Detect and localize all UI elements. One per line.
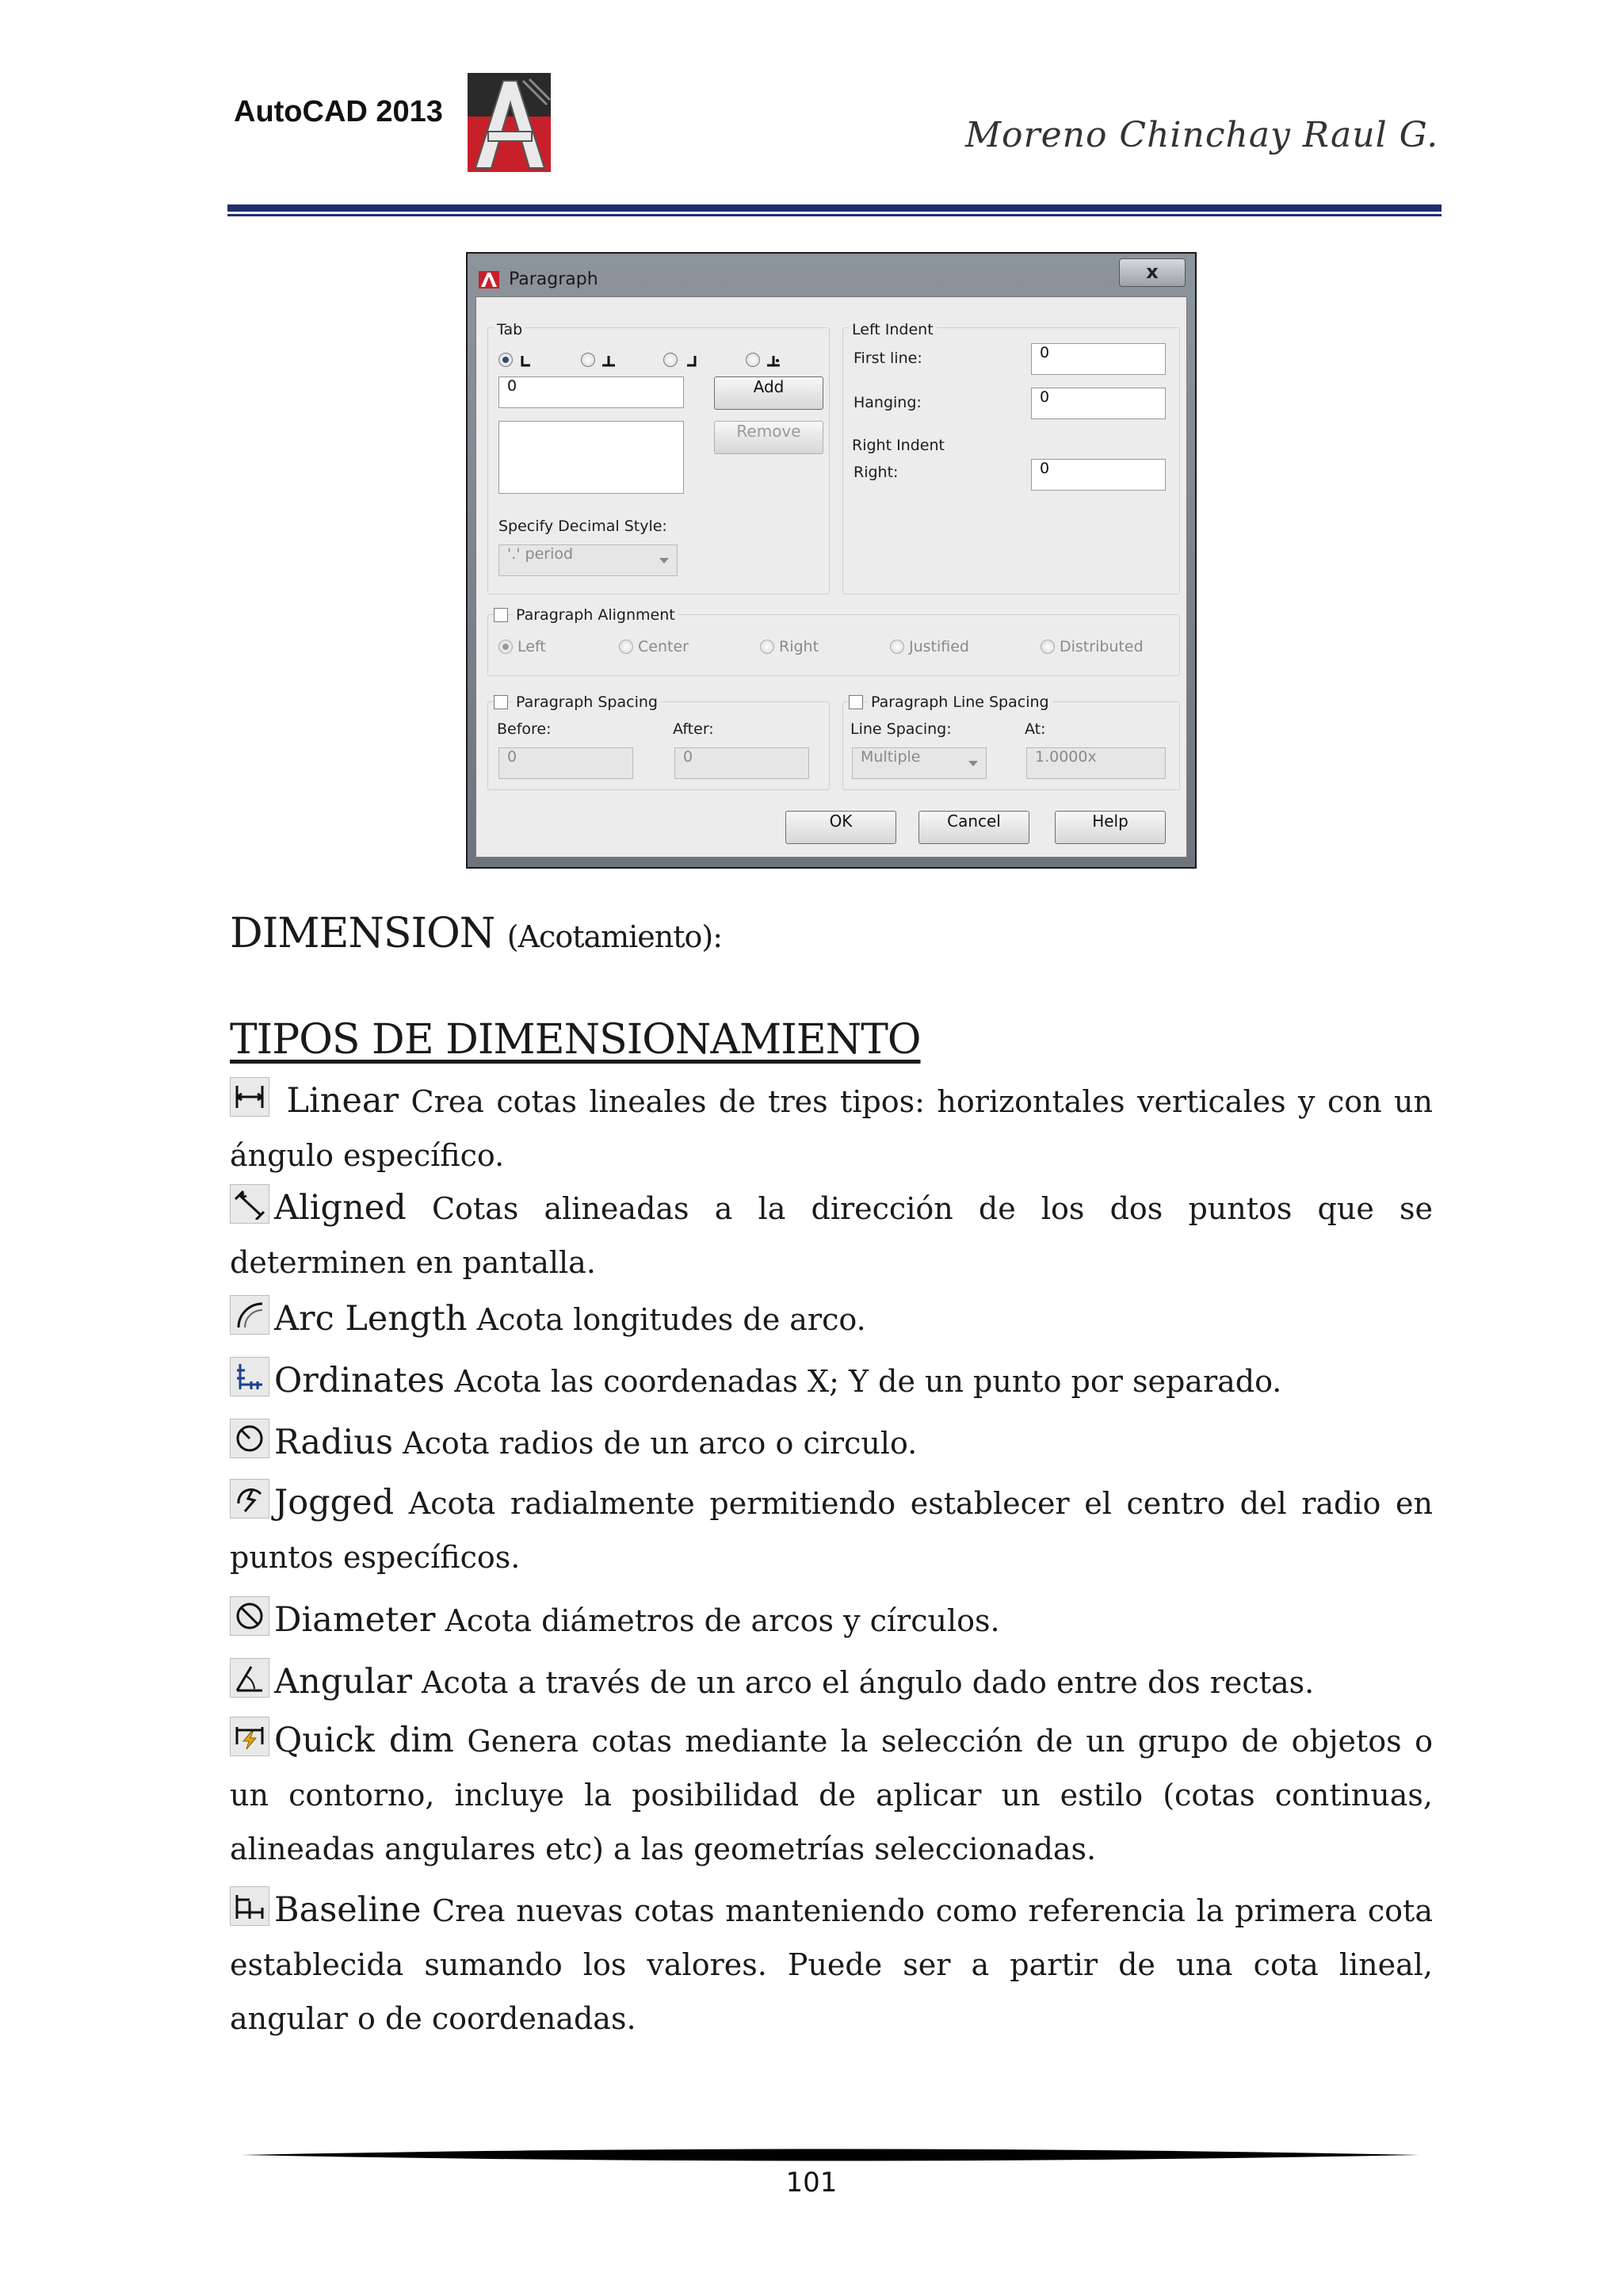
paragraph-dialog: [466, 252, 1197, 869]
line-spacing-group-label: Paragraph Line Spacing: [868, 693, 1052, 711]
header-product-title: AutoCAD 2013: [234, 95, 443, 128]
close-button[interactable]: x: [1119, 258, 1186, 287]
header-rule: [227, 204, 1442, 212]
align-right-label: Right: [779, 638, 819, 655]
line-spacing-label: Line Spacing:: [850, 720, 952, 738]
ok-button[interactable]: OK: [785, 811, 896, 844]
chevron-down-icon: [659, 558, 669, 563]
entry-text: Acota diámetros de arcos y círculos.: [445, 1603, 1000, 1638]
ordinate-icon: [230, 1357, 269, 1396]
entry-term: Radius: [274, 1423, 394, 1462]
linear-dimension-icon: [230, 1077, 269, 1117]
align-distributed-radio[interactable]: [1041, 640, 1055, 654]
align-center-radio[interactable]: [619, 640, 633, 654]
tab-decimal-icon: [765, 354, 782, 369]
entry-text: Acota radios de un arco o circulo.: [403, 1426, 918, 1461]
entry-term: Diameter: [274, 1600, 436, 1640]
entry-text: Genera cotas mediante la selección de un grupo de objetos o un contorno, incluye la posibilidad de aplicar un estilo (cotas continuas, alineadas angulares etc) a las geometrías seleccionadas.: [230, 1724, 1433, 1866]
dialog-title: Paragraph: [509, 269, 598, 289]
quick-dimension-icon: [230, 1717, 269, 1756]
entry-term: Arc Length: [274, 1299, 468, 1339]
section-title-main: DIMENSION: [230, 910, 495, 957]
line-spacing-value: Multiple: [861, 748, 921, 766]
after-label: After:: [673, 720, 714, 738]
jogged-icon: [230, 1479, 269, 1519]
entry-text: Acota longitudes de arco.: [476, 1302, 866, 1337]
align-left-radio[interactable]: [498, 640, 513, 654]
after-input[interactable]: 0: [674, 747, 809, 779]
entry-term: Aligned: [274, 1188, 407, 1228]
tab-center-radio[interactable]: [581, 353, 595, 367]
entry-text: Cotas alineadas a la dirección de los dos puntos que se determinen en pantalla.: [230, 1191, 1433, 1280]
line-spacing-select[interactable]: [852, 747, 987, 779]
tab-stop-list[interactable]: [498, 421, 684, 494]
help-button[interactable]: Help: [1055, 811, 1166, 844]
paragraph-spacing-label: Paragraph Spacing: [513, 693, 661, 711]
tab-right-icon: [682, 354, 700, 369]
right-label: Right:: [854, 464, 899, 481]
entry-text: Crea nuevas cotas manteniendo como referencia la primera cota establecida sumando los valores. Puede ser a partir de una cota lineal, angular o de coordenadas.: [230, 1893, 1433, 2036]
before-label: Before:: [497, 720, 552, 738]
chevron-down-icon: [968, 761, 978, 766]
section-title: [230, 910, 722, 957]
paragraph-spacing-checkbox[interactable]: [494, 695, 508, 709]
tab-right-radio[interactable]: [663, 353, 678, 367]
entry-radius: [230, 1415, 1433, 1470]
entry-term: Ordinates: [274, 1361, 445, 1400]
entry-ordinates: [230, 1354, 1433, 1408]
decimal-style-value: '.' period: [507, 545, 574, 563]
tab-left-radio[interactable]: [498, 353, 513, 367]
align-left-label: Left: [517, 638, 546, 655]
at-input[interactable]: 1.0000x: [1026, 747, 1166, 779]
entry-text: Acota las coordenadas X; Y de un punto por separado.: [454, 1364, 1282, 1399]
entry-term: Jogged: [274, 1483, 395, 1522]
radius-icon: [230, 1419, 269, 1458]
at-label: At:: [1025, 720, 1046, 738]
entry-term: Angular: [274, 1662, 412, 1702]
dialog-titlebar[interactable]: [468, 254, 1195, 296]
types-title: TIPOS DE DIMENSIONAMIENTO: [230, 1016, 921, 1064]
page-number: 101: [785, 2167, 838, 2199]
align-distributed-label: Distributed: [1060, 638, 1144, 655]
align-justified-radio[interactable]: [890, 640, 904, 654]
first-line-input[interactable]: 0: [1031, 343, 1166, 375]
left-indent-label: Left Indent: [849, 321, 937, 338]
add-button[interactable]: Add: [714, 376, 823, 410]
align-justified-label: Justified: [909, 638, 969, 655]
hanging-label: Hanging:: [854, 394, 922, 411]
entry-quick-dim: [230, 1713, 1433, 1876]
entry-term: Baseline: [274, 1890, 422, 1930]
tab-position-input[interactable]: 0: [498, 376, 684, 408]
tab-left-icon: [517, 354, 535, 369]
entry-jogged: [230, 1476, 1433, 1584]
line-spacing-checkbox[interactable]: [849, 695, 863, 709]
right-indent-input[interactable]: 0: [1031, 459, 1166, 491]
paragraph-alignment-label: Paragraph Alignment: [513, 606, 678, 624]
first-line-label: First line:: [854, 350, 922, 367]
section-title-sub: (Acotamiento):: [506, 919, 723, 954]
align-right-radio[interactable]: [760, 640, 774, 654]
decimal-style-select[interactable]: [498, 544, 678, 576]
entry-term: Linear: [286, 1081, 399, 1121]
tab-center-icon: [600, 354, 617, 369]
paragraph-alignment-checkbox[interactable]: [494, 608, 508, 622]
entry-text: Crea cotas lineales de tres tipos: horizontales verticales y con un ángulo específico.: [230, 1084, 1433, 1173]
entry-aligned: [230, 1181, 1433, 1289]
angular-icon: [230, 1658, 269, 1698]
tab-group-label: Tab: [494, 321, 525, 338]
autocad-app-icon: [479, 271, 499, 288]
cancel-button[interactable]: Cancel: [918, 811, 1029, 844]
entry-angular: [230, 1655, 1433, 1710]
autocad-logo: [468, 73, 551, 172]
footer-rule: [242, 2148, 1419, 2162]
header-rule-thin: [227, 214, 1442, 216]
entry-diameter: [230, 1593, 1433, 1648]
hanging-input[interactable]: 0: [1031, 388, 1166, 419]
diameter-icon: [230, 1596, 269, 1636]
dialog-body: [475, 296, 1187, 858]
entry-arc-length: [230, 1292, 1433, 1347]
entry-baseline: [230, 1883, 1433, 2046]
decimal-style-label: Specify Decimal Style:: [498, 518, 667, 535]
header-author: Moreno Chinchay Raul G.: [965, 115, 1439, 155]
aligned-dimension-icon: [230, 1184, 269, 1224]
entry-text: Acota radialmente permitiendo establecer el centro del radio en puntos específicos.: [230, 1486, 1433, 1575]
arc-length-icon: [230, 1295, 269, 1335]
align-center-label: Center: [638, 638, 689, 655]
baseline-icon: [230, 1886, 269, 1926]
entry-linear: [230, 1074, 1433, 1182]
right-indent-label: Right Indent: [849, 437, 948, 454]
before-input[interactable]: 0: [498, 747, 633, 779]
entry-text: Acota a través de un arco el ángulo dado entre dos rectas.: [422, 1665, 1315, 1700]
tab-decimal-radio[interactable]: [746, 353, 760, 367]
entry-term: Quick dim: [274, 1721, 454, 1760]
remove-button[interactable]: Remove: [714, 421, 823, 454]
